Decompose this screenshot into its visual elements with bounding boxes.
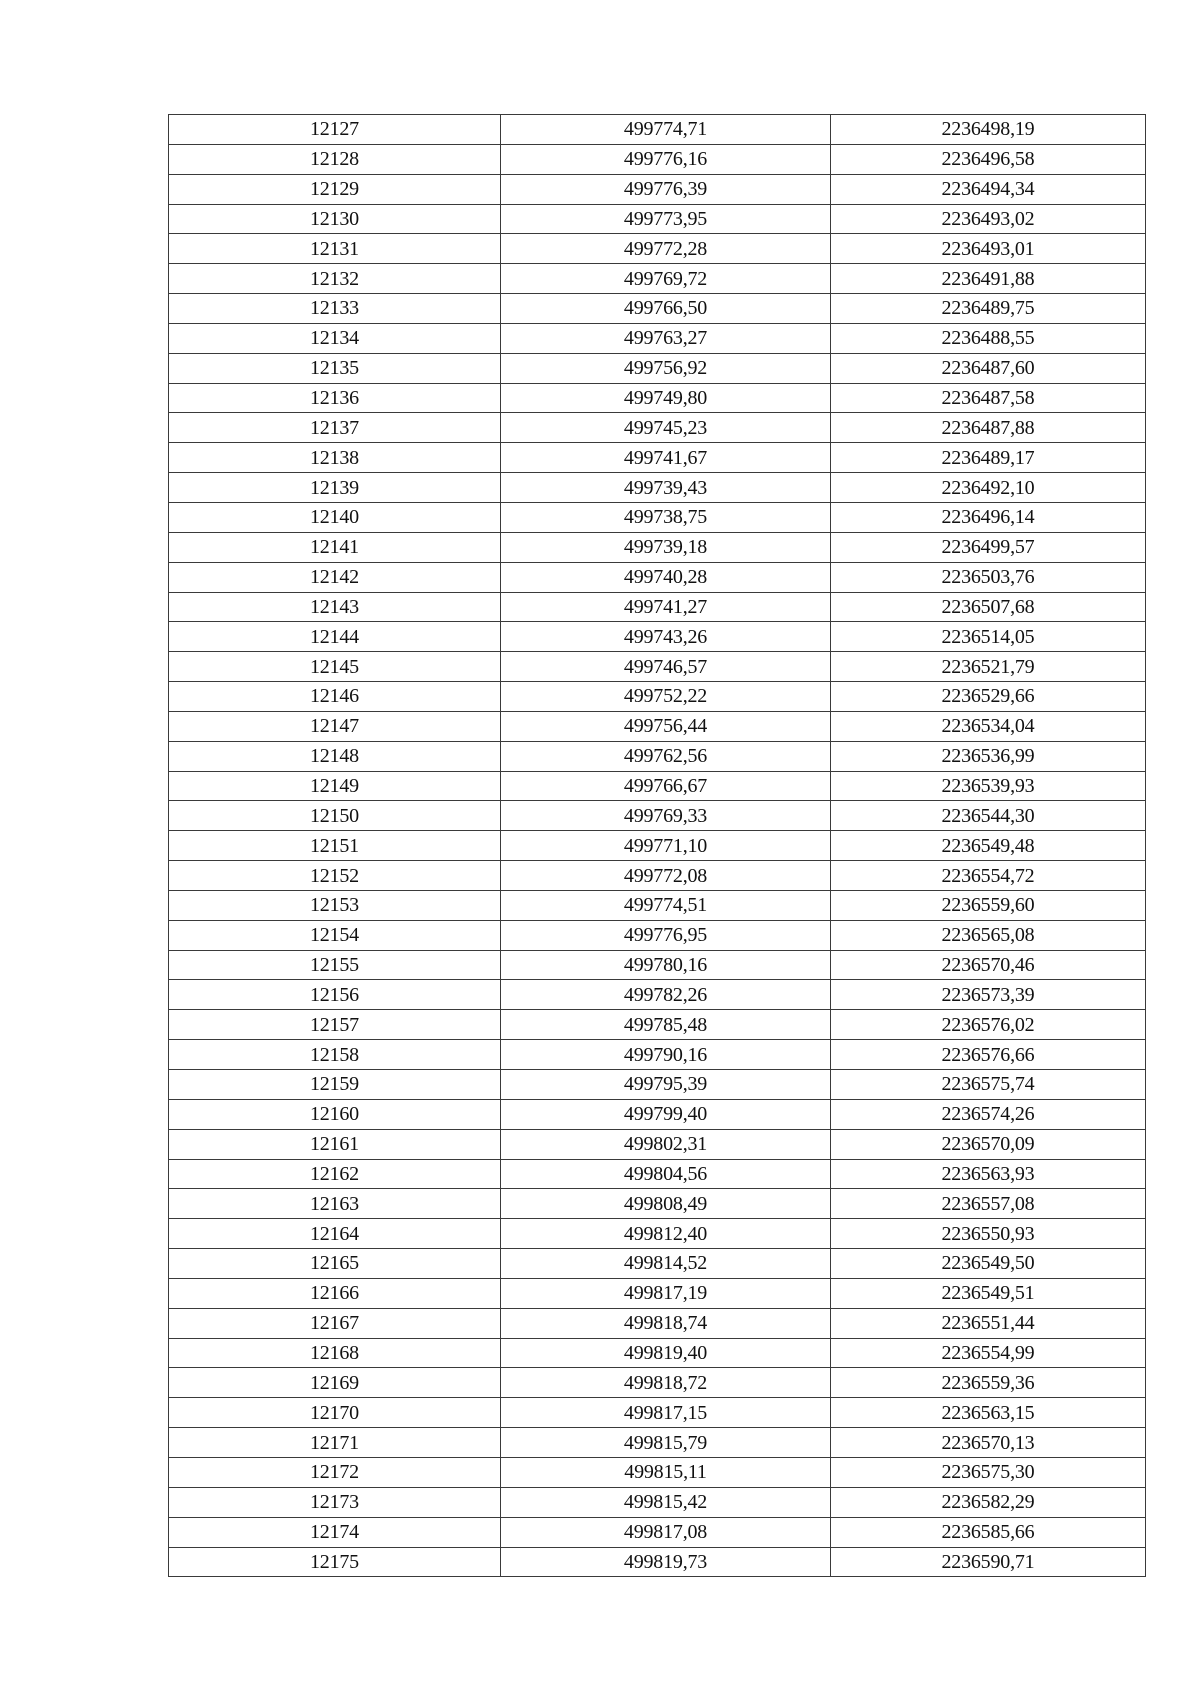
y-coordinate-cell: 2236507,68 bbox=[831, 592, 1146, 622]
x-coordinate-cell: 499738,75 bbox=[501, 502, 831, 532]
point-number-cell: 12147 bbox=[169, 711, 501, 741]
point-number-cell: 12157 bbox=[169, 1010, 501, 1040]
table-row bbox=[169, 323, 1146, 353]
table-row bbox=[169, 741, 1146, 771]
y-coordinate-cell: 2236544,30 bbox=[831, 801, 1146, 831]
point-number-cell: 12150 bbox=[169, 801, 501, 831]
point-number-cell: 12146 bbox=[169, 682, 501, 712]
y-coordinate-cell: 2236493,01 bbox=[831, 234, 1146, 264]
point-number-cell: 12164 bbox=[169, 1219, 501, 1249]
table-row bbox=[169, 801, 1146, 831]
point-number-cell: 12174 bbox=[169, 1517, 501, 1547]
x-coordinate-cell: 499773,95 bbox=[501, 204, 831, 234]
table-row bbox=[169, 920, 1146, 950]
table-row bbox=[169, 1040, 1146, 1070]
y-coordinate-cell: 2236488,55 bbox=[831, 323, 1146, 353]
x-coordinate-cell: 499746,57 bbox=[501, 652, 831, 682]
y-coordinate-cell: 2236576,02 bbox=[831, 1010, 1146, 1040]
table-row bbox=[169, 1189, 1146, 1219]
point-number-cell: 12169 bbox=[169, 1368, 501, 1398]
table-row bbox=[169, 204, 1146, 234]
x-coordinate-cell: 499817,08 bbox=[501, 1517, 831, 1547]
y-coordinate-cell: 2236570,09 bbox=[831, 1129, 1146, 1159]
table-row bbox=[169, 1428, 1146, 1458]
x-coordinate-cell: 499776,16 bbox=[501, 144, 831, 174]
point-number-cell: 12151 bbox=[169, 831, 501, 861]
y-coordinate-cell: 2236563,93 bbox=[831, 1159, 1146, 1189]
y-coordinate-cell: 2236554,72 bbox=[831, 861, 1146, 891]
table-row bbox=[169, 890, 1146, 920]
point-number-cell: 12171 bbox=[169, 1428, 501, 1458]
table-row bbox=[169, 144, 1146, 174]
y-coordinate-cell: 2236590,71 bbox=[831, 1547, 1146, 1577]
y-coordinate-cell: 2236549,51 bbox=[831, 1278, 1146, 1308]
table-row bbox=[169, 532, 1146, 562]
point-number-cell: 12152 bbox=[169, 861, 501, 891]
y-coordinate-cell: 2236559,36 bbox=[831, 1368, 1146, 1398]
point-number-cell: 12167 bbox=[169, 1308, 501, 1338]
point-number-cell: 12156 bbox=[169, 980, 501, 1010]
y-coordinate-cell: 2236498,19 bbox=[831, 115, 1146, 145]
table-row bbox=[169, 592, 1146, 622]
y-coordinate-cell: 2236496,14 bbox=[831, 502, 1146, 532]
table-row bbox=[169, 1159, 1146, 1189]
table-row bbox=[169, 1517, 1146, 1547]
point-number-cell: 12172 bbox=[169, 1457, 501, 1487]
x-coordinate-cell: 499766,67 bbox=[501, 771, 831, 801]
table-row bbox=[169, 174, 1146, 204]
table-row bbox=[169, 562, 1146, 592]
x-coordinate-cell: 499804,56 bbox=[501, 1159, 831, 1189]
x-coordinate-cell: 499776,95 bbox=[501, 920, 831, 950]
y-coordinate-cell: 2236496,58 bbox=[831, 144, 1146, 174]
x-coordinate-cell: 499752,22 bbox=[501, 682, 831, 712]
y-coordinate-cell: 2236576,66 bbox=[831, 1040, 1146, 1070]
table-row bbox=[169, 622, 1146, 652]
point-number-cell: 12137 bbox=[169, 413, 501, 443]
y-coordinate-cell: 2236549,50 bbox=[831, 1249, 1146, 1279]
y-coordinate-cell: 2236582,29 bbox=[831, 1487, 1146, 1517]
y-coordinate-cell: 2236503,76 bbox=[831, 562, 1146, 592]
point-number-cell: 12161 bbox=[169, 1129, 501, 1159]
point-number-cell: 12162 bbox=[169, 1159, 501, 1189]
table-row bbox=[169, 1487, 1146, 1517]
table-row bbox=[169, 1070, 1146, 1100]
point-number-cell: 12144 bbox=[169, 622, 501, 652]
table-row bbox=[169, 264, 1146, 294]
point-number-cell: 12129 bbox=[169, 174, 501, 204]
table-row bbox=[169, 353, 1146, 383]
point-number-cell: 12148 bbox=[169, 741, 501, 771]
x-coordinate-cell: 499776,39 bbox=[501, 174, 831, 204]
x-coordinate-cell: 499769,72 bbox=[501, 264, 831, 294]
y-coordinate-cell: 2236514,05 bbox=[831, 622, 1146, 652]
point-number-cell: 12131 bbox=[169, 234, 501, 264]
point-number-cell: 12138 bbox=[169, 443, 501, 473]
y-coordinate-cell: 2236575,30 bbox=[831, 1457, 1146, 1487]
y-coordinate-cell: 2236521,79 bbox=[831, 652, 1146, 682]
x-coordinate-cell: 499799,40 bbox=[501, 1099, 831, 1129]
table-row bbox=[169, 413, 1146, 443]
table-row bbox=[169, 1547, 1146, 1577]
x-coordinate-cell: 499743,26 bbox=[501, 622, 831, 652]
x-coordinate-cell: 499756,92 bbox=[501, 353, 831, 383]
point-number-cell: 12158 bbox=[169, 1040, 501, 1070]
y-coordinate-cell: 2236536,99 bbox=[831, 741, 1146, 771]
point-number-cell: 12135 bbox=[169, 353, 501, 383]
table-row bbox=[169, 1308, 1146, 1338]
table-row bbox=[169, 383, 1146, 413]
y-coordinate-cell: 2236563,15 bbox=[831, 1398, 1146, 1428]
x-coordinate-cell: 499812,40 bbox=[501, 1219, 831, 1249]
x-coordinate-cell: 499774,71 bbox=[501, 115, 831, 145]
y-coordinate-cell: 2236487,58 bbox=[831, 383, 1146, 413]
table-row bbox=[169, 1398, 1146, 1428]
y-coordinate-cell: 2236491,88 bbox=[831, 264, 1146, 294]
point-number-cell: 12170 bbox=[169, 1398, 501, 1428]
y-coordinate-cell: 2236559,60 bbox=[831, 890, 1146, 920]
point-number-cell: 12175 bbox=[169, 1547, 501, 1577]
y-coordinate-cell: 2236539,93 bbox=[831, 771, 1146, 801]
point-number-cell: 12141 bbox=[169, 532, 501, 562]
point-number-cell: 12136 bbox=[169, 383, 501, 413]
point-number-cell: 12154 bbox=[169, 920, 501, 950]
x-coordinate-cell: 499802,31 bbox=[501, 1129, 831, 1159]
y-coordinate-cell: 2236557,08 bbox=[831, 1189, 1146, 1219]
point-number-cell: 12133 bbox=[169, 294, 501, 324]
x-coordinate-cell: 499739,43 bbox=[501, 473, 831, 503]
point-number-cell: 12173 bbox=[169, 1487, 501, 1517]
x-coordinate-cell: 499763,27 bbox=[501, 323, 831, 353]
x-coordinate-cell: 499817,15 bbox=[501, 1398, 831, 1428]
x-coordinate-cell: 499782,26 bbox=[501, 980, 831, 1010]
x-coordinate-cell: 499749,80 bbox=[501, 383, 831, 413]
y-coordinate-cell: 2236487,88 bbox=[831, 413, 1146, 443]
table-row bbox=[169, 1099, 1146, 1129]
point-number-cell: 12134 bbox=[169, 323, 501, 353]
point-number-cell: 12140 bbox=[169, 502, 501, 532]
table-row bbox=[169, 711, 1146, 741]
point-number-cell: 12166 bbox=[169, 1278, 501, 1308]
y-coordinate-cell: 2236534,04 bbox=[831, 711, 1146, 741]
x-coordinate-cell: 499741,67 bbox=[501, 443, 831, 473]
y-coordinate-cell: 2236493,02 bbox=[831, 204, 1146, 234]
coordinates-table bbox=[168, 114, 1146, 1577]
point-number-cell: 12163 bbox=[169, 1189, 501, 1219]
table-row bbox=[169, 980, 1146, 1010]
point-number-cell: 12159 bbox=[169, 1070, 501, 1100]
table-row bbox=[169, 502, 1146, 532]
point-number-cell: 12139 bbox=[169, 473, 501, 503]
table-row bbox=[169, 1129, 1146, 1159]
y-coordinate-cell: 2236585,66 bbox=[831, 1517, 1146, 1547]
x-coordinate-cell: 499814,52 bbox=[501, 1249, 831, 1279]
x-coordinate-cell: 499771,10 bbox=[501, 831, 831, 861]
point-number-cell: 12145 bbox=[169, 652, 501, 682]
y-coordinate-cell: 2236489,17 bbox=[831, 443, 1146, 473]
x-coordinate-cell: 499762,56 bbox=[501, 741, 831, 771]
point-number-cell: 12143 bbox=[169, 592, 501, 622]
table-row bbox=[169, 1368, 1146, 1398]
x-coordinate-cell: 499756,44 bbox=[501, 711, 831, 741]
point-number-cell: 12127 bbox=[169, 115, 501, 145]
y-coordinate-cell: 2236492,10 bbox=[831, 473, 1146, 503]
x-coordinate-cell: 499774,51 bbox=[501, 890, 831, 920]
y-coordinate-cell: 2236573,39 bbox=[831, 980, 1146, 1010]
table-row bbox=[169, 473, 1146, 503]
y-coordinate-cell: 2236499,57 bbox=[831, 532, 1146, 562]
y-coordinate-cell: 2236551,44 bbox=[831, 1308, 1146, 1338]
x-coordinate-cell: 499772,28 bbox=[501, 234, 831, 264]
y-coordinate-cell: 2236570,46 bbox=[831, 950, 1146, 980]
y-coordinate-cell: 2236529,66 bbox=[831, 682, 1146, 712]
x-coordinate-cell: 499818,74 bbox=[501, 1308, 831, 1338]
x-coordinate-cell: 499818,72 bbox=[501, 1368, 831, 1398]
x-coordinate-cell: 499795,39 bbox=[501, 1070, 831, 1100]
y-coordinate-cell: 2236494,34 bbox=[831, 174, 1146, 204]
table-row bbox=[169, 771, 1146, 801]
y-coordinate-cell: 2236574,26 bbox=[831, 1099, 1146, 1129]
table-row bbox=[169, 831, 1146, 861]
coordinates-table-body bbox=[169, 115, 1146, 1577]
table-row bbox=[169, 1338, 1146, 1368]
y-coordinate-cell: 2236570,13 bbox=[831, 1428, 1146, 1458]
table-row bbox=[169, 443, 1146, 473]
table-row bbox=[169, 1219, 1146, 1249]
x-coordinate-cell: 499785,48 bbox=[501, 1010, 831, 1040]
x-coordinate-cell: 499790,16 bbox=[501, 1040, 831, 1070]
table-row bbox=[169, 1010, 1146, 1040]
table-row bbox=[169, 1249, 1146, 1279]
point-number-cell: 12165 bbox=[169, 1249, 501, 1279]
point-number-cell: 12168 bbox=[169, 1338, 501, 1368]
table-row bbox=[169, 234, 1146, 264]
table-row bbox=[169, 682, 1146, 712]
y-coordinate-cell: 2236565,08 bbox=[831, 920, 1146, 950]
point-number-cell: 12128 bbox=[169, 144, 501, 174]
table-row bbox=[169, 861, 1146, 891]
table-row bbox=[169, 294, 1146, 324]
point-number-cell: 12142 bbox=[169, 562, 501, 592]
x-coordinate-cell: 499766,50 bbox=[501, 294, 831, 324]
y-coordinate-cell: 2236575,74 bbox=[831, 1070, 1146, 1100]
x-coordinate-cell: 499741,27 bbox=[501, 592, 831, 622]
y-coordinate-cell: 2236487,60 bbox=[831, 353, 1146, 383]
x-coordinate-cell: 499808,49 bbox=[501, 1189, 831, 1219]
point-number-cell: 12155 bbox=[169, 950, 501, 980]
point-number-cell: 12149 bbox=[169, 771, 501, 801]
x-coordinate-cell: 499769,33 bbox=[501, 801, 831, 831]
y-coordinate-cell: 2236554,99 bbox=[831, 1338, 1146, 1368]
point-number-cell: 12132 bbox=[169, 264, 501, 294]
x-coordinate-cell: 499745,23 bbox=[501, 413, 831, 443]
table-row bbox=[169, 652, 1146, 682]
x-coordinate-cell: 499780,16 bbox=[501, 950, 831, 980]
point-number-cell: 12130 bbox=[169, 204, 501, 234]
x-coordinate-cell: 499817,19 bbox=[501, 1278, 831, 1308]
table-row bbox=[169, 115, 1146, 145]
x-coordinate-cell: 499772,08 bbox=[501, 861, 831, 891]
x-coordinate-cell: 499815,42 bbox=[501, 1487, 831, 1517]
y-coordinate-cell: 2236549,48 bbox=[831, 831, 1146, 861]
x-coordinate-cell: 499739,18 bbox=[501, 532, 831, 562]
point-number-cell: 12153 bbox=[169, 890, 501, 920]
x-coordinate-cell: 499819,40 bbox=[501, 1338, 831, 1368]
table-row bbox=[169, 1278, 1146, 1308]
table-row bbox=[169, 950, 1146, 980]
x-coordinate-cell: 499815,11 bbox=[501, 1457, 831, 1487]
x-coordinate-cell: 499819,73 bbox=[501, 1547, 831, 1577]
point-number-cell: 12160 bbox=[169, 1099, 501, 1129]
table-row bbox=[169, 1457, 1146, 1487]
y-coordinate-cell: 2236550,93 bbox=[831, 1219, 1146, 1249]
y-coordinate-cell: 2236489,75 bbox=[831, 294, 1146, 324]
x-coordinate-cell: 499740,28 bbox=[501, 562, 831, 592]
x-coordinate-cell: 499815,79 bbox=[501, 1428, 831, 1458]
